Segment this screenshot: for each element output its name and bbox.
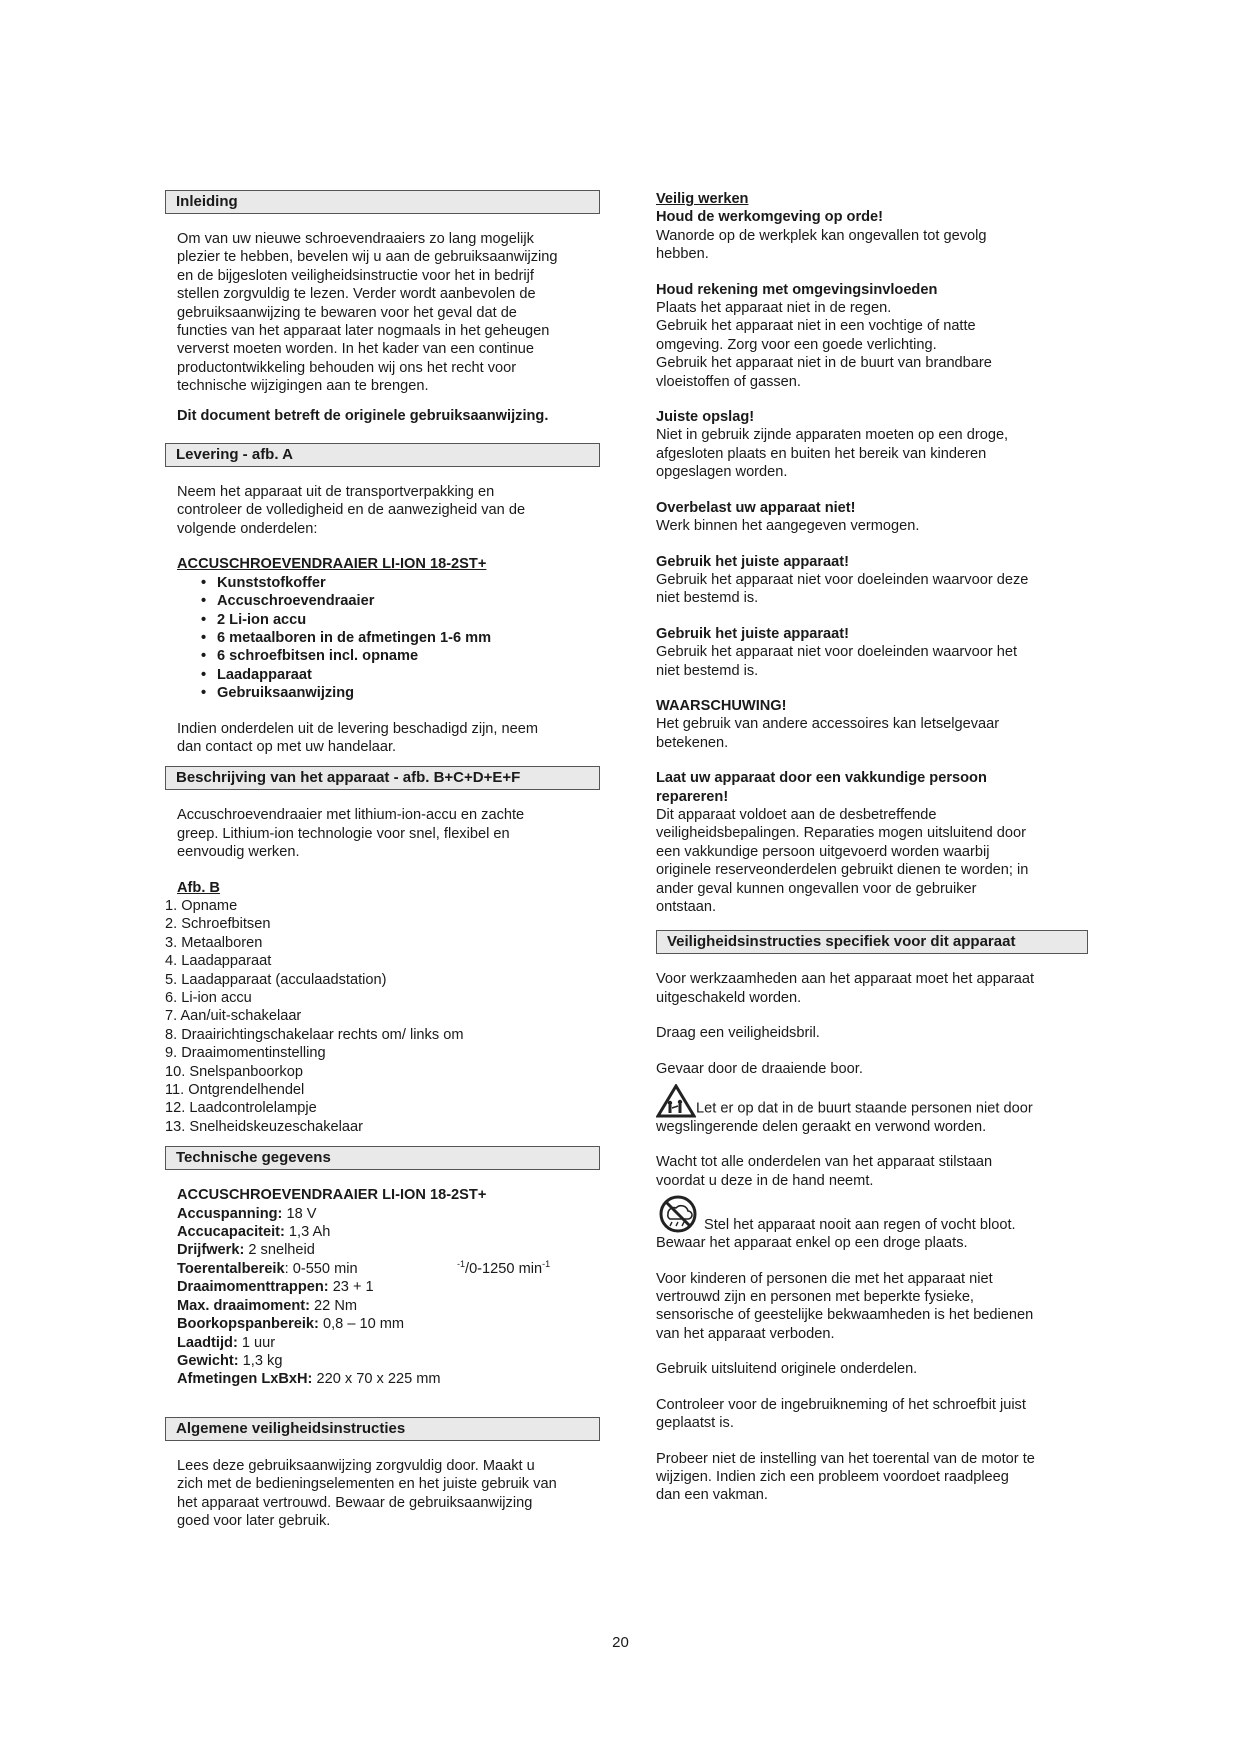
spec-weight — [177, 1352, 588, 1370]
list-item: 13. Snelheidskeuzeschakelaar — [165, 1118, 363, 1135]
list-item: 6. Li-ion accu — [165, 990, 252, 1006]
safety-line: Wanorde op de werkplek kan ongevallen tot gevolg — [656, 227, 987, 244]
spec-sup: -1 — [457, 1259, 466, 1270]
spec-label: Accuspanning: — [177, 1205, 283, 1222]
list-item: • Kunststofkoffer — [217, 574, 600, 592]
safe-work-title: Veilig werken — [656, 191, 749, 207]
list-item: 7. Aan/uit-schakelaar — [165, 1008, 302, 1025]
spec-label: Draaimomenttrappen: — [177, 1279, 329, 1296]
list-item: 12. Laadcontrolelampje — [165, 1100, 317, 1117]
description-line: eenvoudig werken. — [177, 844, 300, 861]
spec-sup: -1 — [542, 1259, 551, 1270]
specific-line: dan een vakman. — [656, 1487, 768, 1504]
list-item: 2. Schroefbitsen — [165, 916, 271, 933]
safety-line: afgesloten plaats en buiten het bereik van kinderen — [656, 445, 987, 462]
spec-value: 1 uur — [237, 1334, 276, 1351]
spec-value: 0,8 – 10 mm — [318, 1316, 405, 1333]
specific-p3: Gevaar door de draaiende boor. — [656, 1060, 863, 1077]
specific-line: Wacht tot alle onderdelen van het apparaat stilstaan — [656, 1154, 993, 1171]
safety-block-text — [656, 426, 1088, 481]
spec-value: /0-1250 min — [465, 1260, 543, 1277]
section-header-delivery: Levering - afb. A — [165, 443, 600, 467]
list-item: 11. Ontgrendelhendel — [165, 1082, 305, 1099]
spec-value: : 0-550 min — [284, 1260, 358, 1277]
spec-max-torque — [177, 1297, 588, 1315]
spec-value: 1,3 kg — [238, 1352, 283, 1369]
safety-line: Gebruik het apparaat niet voor doeleinden waarvoor deze — [656, 571, 1029, 588]
intro-line: Om van uw nieuwe schroevendraaiers zo lang mogelijk — [177, 231, 534, 247]
delivery-items-list — [165, 574, 600, 703]
safety-line: hebben. — [656, 246, 709, 263]
specific-line — [656, 1084, 1088, 1118]
list-item: • Accuschroevendraaier — [217, 592, 600, 610]
list-item: • 2 Li-ion accu — [217, 611, 600, 629]
spec-charge-time — [177, 1334, 588, 1352]
general-safety-line: het apparaat vertrouwd. Bewaar de gebruiksaanwijzing — [177, 1494, 533, 1511]
safety-line: Gebruik het apparaat niet in de buurt van brandbare — [656, 355, 992, 372]
spec-value: 22 Nm — [310, 1297, 358, 1314]
safety-line: betekenen. — [656, 734, 729, 751]
safety-line: opgeslagen worden. — [656, 464, 788, 481]
description-line: greep. Lithium-ion technologie voor snel, flexibel en — [177, 825, 510, 842]
warning-triangle-icon — [656, 1084, 696, 1118]
safety-line: Gebruik het apparaat niet in een vochtige of natte — [656, 318, 976, 335]
specific-line: Voor werkzaamheden aan het apparaat moet het apparaat — [656, 971, 1035, 988]
intro-line: en de bijgesloten veiligheidsinstructie voor het in bedrijf — [177, 267, 534, 284]
list-item: 4. Laadapparaat — [165, 953, 272, 970]
list-item: • Laadapparaat — [217, 666, 600, 684]
spec-chuck — [177, 1315, 588, 1333]
safety-block-title: Gebruik het juiste apparaat! — [656, 553, 850, 570]
specific-line: vertrouwd zijn en personen met beperkte fysieke, — [656, 1289, 974, 1306]
spec-value: 18 V — [282, 1205, 317, 1222]
section-header-intro: Inleiding — [165, 190, 600, 214]
list-item: 10. Snelspanboorkop — [165, 1063, 303, 1080]
spec-dimensions — [177, 1370, 588, 1388]
safety-line: Gebruik het apparaat niet voor doeleinden waarvoor het — [656, 644, 1018, 661]
safety-block-text — [656, 571, 1088, 608]
specific-p1 — [656, 970, 1088, 1007]
technical-specs — [177, 1186, 588, 1388]
specific-line: Controleer voor de ingebruikneming of het schroefbit juist — [656, 1396, 1026, 1413]
safety-line: ontstaan. — [656, 899, 717, 915]
original-manual-note: Dit document betreft de originele gebruiksaanwijzing. — [177, 407, 549, 424]
intro-line: technische wijzigingen aan te brengen. — [177, 378, 429, 395]
delivery-damage-note — [177, 720, 588, 757]
safety-block-title: Overbelast uw apparaat niet! — [656, 499, 856, 516]
safety-block-title: Gebruik het juiste apparaat! — [656, 625, 850, 642]
safety-block-title: Houd de werkomgeving op orde! — [656, 209, 884, 226]
spec-label: Boorkopspanbereik: — [177, 1316, 319, 1333]
specific-line: wegslingerende delen geraakt en verwond worden. — [656, 1119, 987, 1136]
specific-line — [656, 1194, 1088, 1234]
list-item: • 6 schroefbitsen incl. opname — [217, 647, 600, 665]
no-rain-icon — [656, 1194, 700, 1234]
intro-line: productontwikkeling behouden wij ons het recht voor — [177, 359, 517, 376]
specific-line: sensorische of geestelijke bekwaamheden is het bedienen — [656, 1307, 1034, 1324]
spec-torque-steps — [177, 1278, 588, 1296]
spec-label: Accucapaciteit: — [177, 1224, 285, 1241]
spec-value: 220 x 70 x 225 mm — [312, 1371, 441, 1388]
general-safety-paragraph — [177, 1457, 588, 1531]
parts-list — [165, 897, 600, 1136]
spec-speed — [177, 1260, 588, 1278]
safety-block-text — [656, 299, 1088, 391]
intro-paragraph — [177, 230, 588, 396]
specific-line: uitgeschakeld worden. — [656, 989, 802, 1006]
specific-line-text: Let er op dat in de buurt staande personen niet door — [696, 1100, 1033, 1117]
safety-line: Het gebruik van andere accessoires kan letselgevaar — [656, 716, 1000, 733]
general-safety-line: goed voor later gebruik. — [177, 1512, 331, 1529]
general-safety-line: Lees deze gebruiksaanwijzing zorgvuldig door. Maakt u — [177, 1457, 535, 1474]
safety-line: omgeving. Zorg voor een goede verlichting. — [656, 336, 937, 353]
spec-speed-high — [457, 1260, 550, 1278]
list-item: 5. Laadapparaat (acculaadstation) — [165, 971, 387, 988]
specific-p7 — [656, 1270, 1088, 1344]
spec-label: Toerentalbereik — [177, 1260, 285, 1277]
delivery-line: Neem het apparaat uit de transportverpakking en — [177, 484, 495, 501]
delivery-damage-line: Indien onderdelen uit de levering beschadigd zijn, neem — [177, 720, 539, 737]
specific-p9 — [656, 1396, 1088, 1433]
spec-value: 1,3 Ah — [284, 1224, 331, 1241]
description-line: Accuschroevendraaier met lithium-ion-accu en zachte — [177, 807, 525, 824]
description-paragraph — [177, 806, 588, 861]
repair-title — [656, 769, 1088, 806]
safety-block-text — [656, 517, 1088, 535]
list-item: • Gebruiksaanwijzing — [217, 684, 600, 702]
spec-label: Afmetingen LxBxH: — [177, 1371, 313, 1388]
spec-voltage — [177, 1205, 588, 1223]
technical-product-title: ACCUSCHROEVENDRAAIER LI-ION 18-2ST+ — [177, 1187, 487, 1204]
safety-line: originele reserveonderdelen gebruikt dienen te worden; in — [656, 862, 1029, 879]
specific-p10 — [656, 1450, 1088, 1505]
safety-line: Werk binnen het aangegeven vermogen. — [656, 518, 920, 535]
safety-line: een vakkundige persoon uitgevoerd worden waarbij — [656, 843, 990, 860]
spec-label: Max. draaimoment: — [177, 1297, 310, 1314]
repair-title-line: repareren! — [656, 788, 729, 805]
safety-block-text — [656, 806, 1088, 916]
specific-p8: Gebruik uitsluitend originele onderdelen. — [656, 1361, 918, 1378]
specific-line: voordat u deze in de hand neemt. — [656, 1172, 874, 1189]
safety-block-text — [656, 715, 1088, 752]
section-header-technical: Technische gegevens — [165, 1146, 600, 1170]
specific-line-text: Stel het apparaat nooit aan regen of vocht bloot. — [704, 1216, 1016, 1233]
specific-p4 — [656, 1084, 1088, 1136]
spec-value: 2 snelheid — [244, 1242, 315, 1259]
repair-title-line: Laat uw apparaat door een vakkundige persoon — [656, 770, 987, 787]
page-number: 20 — [612, 1634, 629, 1651]
intro-line: gebruiksaanwijzing te bewaren voor het geval dat de — [177, 304, 517, 321]
intro-line: stellen zorgvuldig te lezen. Verder wordt aanbevolen de — [177, 286, 536, 303]
section-header-specific-safety: Veiligheidsinstructies specifiek voor dit apparaat — [656, 930, 1088, 954]
section-header-description: Beschrijving van het apparaat - afb. B+C+D+E+F — [165, 766, 600, 790]
list-item: 9. Draaimomentinstelling — [165, 1045, 326, 1062]
safety-line: niet bestemd is. — [656, 662, 759, 679]
safety-block-title: Juiste opslag! — [656, 409, 755, 426]
list-item: 1. Opname — [165, 897, 238, 914]
specific-p6 — [656, 1194, 1088, 1252]
specific-line: van het apparaat verboden. — [656, 1325, 835, 1342]
specific-p5 — [656, 1153, 1088, 1190]
section-header-general-safety: Algemene veiligheidsinstructies — [165, 1417, 600, 1441]
spec-label: Drijfwerk: — [177, 1242, 245, 1259]
specific-line: Voor kinderen of personen die met het apparaat niet — [656, 1270, 993, 1287]
intro-line: plezier te hebben, bevelen wij u aan de gebruiksaanwijzing — [177, 249, 558, 266]
warning-title: WAARSCHUWING! — [656, 697, 787, 714]
safety-line: Niet in gebruik zijnde apparaten moeten op een droge, — [656, 427, 1009, 444]
safety-line: Dit apparaat voldoet aan de desbetreffende — [656, 806, 937, 823]
safety-line: niet bestemd is. — [656, 590, 759, 607]
safety-block-text — [656, 227, 1088, 264]
spec-label: Gewicht: — [177, 1352, 239, 1369]
spec-capacity — [177, 1223, 588, 1241]
specific-line: wijzigen. Indien zich een probleem voordoet raadpleeg — [656, 1468, 1009, 1485]
safety-block-title: Houd rekening met omgevingsinvloeden — [656, 281, 938, 298]
safety-line: ander geval kunnen ongevallen voor de gebruiker — [656, 880, 977, 897]
spec-drive — [177, 1241, 588, 1259]
specific-p2: Draag een veiligheidsbril. — [656, 1025, 820, 1042]
safety-line: Plaats het apparaat niet in de regen. — [656, 300, 892, 317]
delivery-line: controleer de volledigheid en de aanwezigheid van de — [177, 502, 526, 519]
intro-line: ververst moeten worden. In het kader van een continue — [177, 341, 534, 358]
list-item: 3. Metaalboren — [165, 934, 263, 951]
left-column — [165, 190, 600, 1530]
safety-block-text — [656, 643, 1088, 680]
delivery-paragraph — [177, 483, 588, 538]
delivery-damage-line: dan contact op met uw handelaar. — [177, 738, 397, 755]
specific-line: Bewaar het apparaat enkel op een droge plaats. — [656, 1235, 968, 1252]
safety-line: veiligheidsbepalingen. Reparaties mogen uitsluitend door — [656, 825, 1026, 842]
figure-b-title: Afb. B — [177, 879, 220, 896]
right-column — [656, 190, 1088, 1505]
intro-line: functies van het apparaat later nogmaals in het geheugen — [177, 323, 550, 340]
specific-line: geplaatst is. — [656, 1415, 734, 1432]
delivery-product-title: ACCUSCHROEVENDRAAIER LI-ION 18-2ST+ — [177, 556, 487, 573]
list-item: 8. Draairichtingschakelaar rechts om/ links om — [165, 1026, 464, 1043]
spec-value: 23 + 1 — [328, 1279, 374, 1296]
list-item: • 6 metaalboren in de afmetingen 1-6 mm — [217, 629, 600, 647]
general-safety-line: zich met de bedieningselementen en het juiste gebruik van — [177, 1476, 557, 1493]
spec-label: Laadtijd: — [177, 1334, 238, 1351]
delivery-line: volgende onderdelen: — [177, 520, 318, 537]
specific-line: Probeer niet de instelling van het toerental van de motor te — [656, 1450, 1035, 1467]
safety-line: vloeistoffen of gassen. — [656, 373, 801, 390]
